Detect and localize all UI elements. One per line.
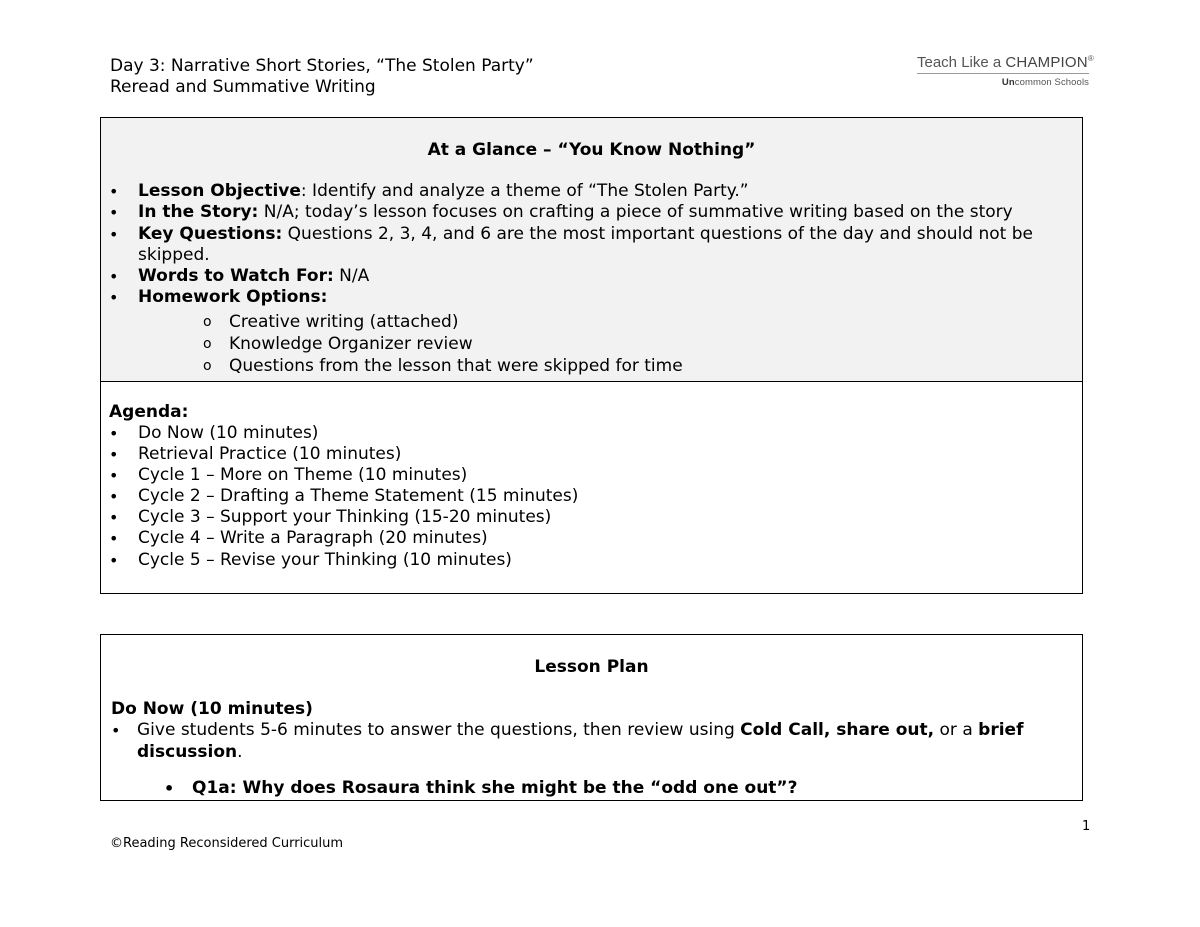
at-a-glance-box [100,117,1083,594]
glance-label: Words to Watch For: [138,266,334,287]
header-title: Day 3: Narrative Short Stories, “The Stolen Party” [110,56,534,76]
glance-label: Key Questions: [138,223,283,244]
logo-org-bold: Un [1001,77,1015,88]
do-now-text: or a [934,720,979,740]
agenda-list [109,423,1082,571]
agenda-item: • Retrieval Practice (10 minutes) [109,444,1082,465]
agenda-section [101,382,1082,571]
glance-item-homework [101,287,1082,377]
footer-copyright: ©Reading Reconsidered Curriculum [110,836,344,851]
glance-label: Homework Options: [138,287,328,308]
do-now-heading: Do Now (10 minutes) [111,699,313,719]
glance-item-story [101,202,1082,223]
glance-title: At a Glance – “You Know Nothing” [427,140,756,160]
glance-text: : Identify and analyze a theme of “The Stolen Party.” [300,181,749,201]
question-q1a: • Q1a: Why does Rosaura think she might be the “odd one out”? [101,778,1082,799]
glance-list [101,181,1082,378]
logo-org-rest: common Schools [1014,77,1089,88]
agenda-item: • Do Now (10 minutes) [109,423,1082,444]
agenda-item: • Cycle 3 – Support your Thinking (15-20 minutes) [109,507,1082,528]
agenda-title: Agenda: [109,402,189,422]
at-a-glance-section [101,118,1082,382]
logo-champion: CHAMPION [1005,54,1088,71]
agenda-item: • Cycle 2 – Drafting a Theme Statement (15 minutes) [109,486,1082,507]
logo-registered-mark: ® [1087,54,1094,63]
glance-text: Questions 2, 3, 4, and 6 are the most important questions of the day and should not be skipped. [138,223,1033,265]
agenda-item: • Cycle 5 – Revise your Thinking (10 minutes) [109,550,1082,571]
logo-teach: Teach Like a [917,54,1006,71]
glance-text: N/A [333,266,370,287]
document-header [110,56,534,98]
agenda-item: • Cycle 1 – More on Theme (10 minutes) [109,465,1082,486]
do-now-text: Give students 5-6 minutes to answer the questions, then review using [137,720,741,740]
do-now-text: . [237,741,243,762]
do-now-list [101,720,1082,763]
lesson-plan-title: Lesson Plan [534,657,649,677]
logo-org [917,74,1089,88]
glance-label: Lesson Objective [138,181,301,201]
do-now-bold: Cold Call, share out, [740,720,935,740]
lesson-plan-box [100,634,1083,801]
glance-label: In the Story: [138,202,259,223]
glance-item-key-questions [101,224,1082,267]
homework-option: o Creative writing (attached) [138,311,1076,333]
agenda-item: • Cycle 4 – Write a Paragraph (20 minutes) [109,528,1082,549]
glance-item-objective [101,181,1082,202]
do-now-bold: brief discussion [137,720,1024,762]
homework-option: o Knowledge Organizer review [138,333,1076,355]
header-subtitle: Reread and Summative Writing [110,77,376,97]
page-number: 1 [1082,819,1091,834]
homework-option: o Questions from the lesson that were skipped for time [138,355,1076,377]
glance-item-words [101,266,1082,287]
teach-like-a-champion-logo [917,54,1094,88]
homework-options-list [138,311,1076,378]
glance-text: N/A; today’s lesson focuses on crafting a piece of summative writing based on the story [258,202,1013,223]
logo-wordmark [917,54,1094,74]
do-now-instruction [101,720,1082,763]
